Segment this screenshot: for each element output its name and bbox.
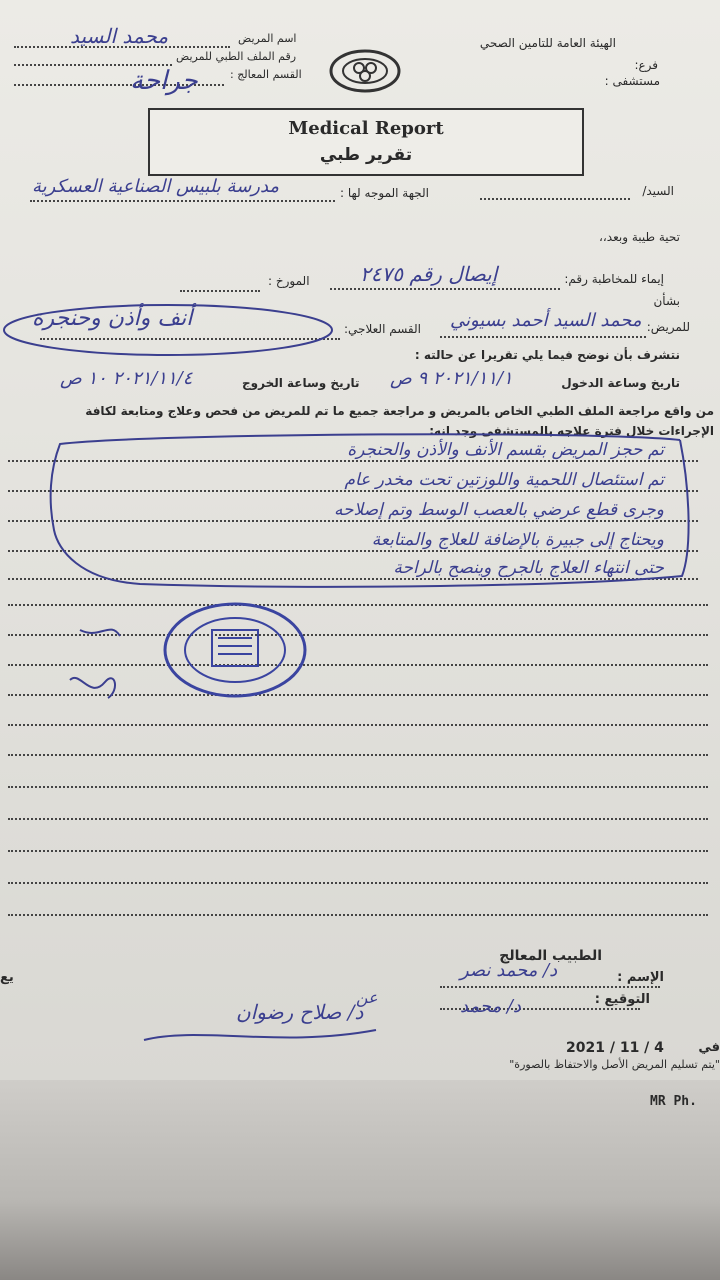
blank-line bbox=[8, 850, 708, 852]
treatment-dept-handwritten: أنف وأذن وحنجرة bbox=[32, 306, 193, 331]
department-label: القسم المعالج : bbox=[230, 68, 302, 81]
patient-label: للمريض: bbox=[646, 320, 690, 334]
discharge-label: تاريخ وساعة الخروج bbox=[242, 376, 360, 390]
signature-handwritten: د/ محمد bbox=[460, 996, 521, 1017]
manager-signature-underline bbox=[140, 1020, 380, 1050]
hospital-label: مستشفى : bbox=[604, 74, 660, 88]
patient-line bbox=[440, 336, 646, 338]
signature-label: التوقيع : bbox=[594, 992, 650, 1007]
ref-label: إيماء للمخاطبة رقم: bbox=[564, 272, 664, 286]
name-handwritten: د/ محمد نصر bbox=[460, 960, 558, 981]
finding-text: تم استئصال اللحمية واللوزتين تحت مخدر عام bbox=[344, 470, 664, 490]
name-line bbox=[440, 986, 660, 988]
dept-circle-scribble bbox=[0, 300, 340, 360]
subject-label: بشأن bbox=[653, 294, 680, 308]
report-title-box bbox=[148, 108, 584, 176]
patient-name-handwritten: محمد السيد bbox=[70, 24, 169, 48]
health-insurance-logo bbox=[328, 48, 402, 94]
date-value: 2021 / 11 / 4 bbox=[566, 1040, 664, 1056]
review-line-2: الإجراءات خلال فترة علاجه بالمستشفى وجد انه: bbox=[429, 424, 714, 438]
treatment-dept-label: القسم العلاجي: bbox=[344, 322, 421, 336]
recipient-handwritten: مدرسة بلبيس الصناعية العسكرية bbox=[32, 176, 280, 197]
admission-handwritten: ٢٠٢١/١١/١ ٩ ص bbox=[390, 368, 513, 389]
date-prefix: في bbox=[698, 1040, 720, 1055]
department-handwritten: جراحة bbox=[130, 66, 198, 96]
recipient-line bbox=[30, 200, 335, 202]
statement-intro: نتشرف بأن نوضح فيما يلي تقريرا عن حالته : bbox=[414, 348, 680, 362]
name-label: الإسم : bbox=[617, 970, 664, 985]
blank-line bbox=[8, 818, 708, 820]
findings-bracket-scribble bbox=[20, 430, 700, 590]
hospital-stamp bbox=[160, 600, 310, 700]
discharge-handwritten: ٢٠٢١/١١/٤ ١٠ ص bbox=[60, 368, 193, 389]
greeting: تحية طيبة وبعد،، bbox=[599, 230, 680, 244]
patient-handwritten: محمد السيد أحمد بسيوني bbox=[450, 310, 642, 331]
admission-label: تاريخ وساعة الدخول bbox=[561, 376, 680, 390]
margin-signature-scribble bbox=[60, 610, 160, 710]
blank-line bbox=[8, 754, 708, 756]
manager-signature: د/ صلاح رضوان bbox=[236, 1000, 364, 1024]
finding-text: ويحتاج إلى جبيرة بالإضافة للعلاج والمتابعة bbox=[371, 530, 664, 550]
sir-label: السيد/ bbox=[642, 184, 674, 198]
doctor-label: الطبيب المعالج bbox=[499, 948, 602, 964]
ref-line bbox=[330, 288, 560, 290]
footer-note: "يتم تسليم المريض الأصل والاحتفاظ بالصورة" bbox=[509, 1058, 720, 1071]
finding-text: تم حجز المريض بقسم الأنف والأذن والحنجرة bbox=[347, 440, 664, 460]
org-name: الهيئة العامة للتامين الصحي bbox=[479, 36, 616, 50]
patient-name-label: اسم المريض bbox=[238, 32, 297, 45]
sir-line bbox=[480, 198, 630, 200]
blank-line bbox=[8, 724, 708, 726]
recipient-label: الجهة الموجه لها : bbox=[340, 186, 430, 200]
left-fragment: يع bbox=[0, 970, 14, 985]
finding-text: وجرى قطع عرضي بالعصب الوسط وتم إصلاحه bbox=[333, 500, 664, 520]
manager-prefix: عن bbox=[356, 988, 378, 1007]
title-english: Medical Report bbox=[288, 118, 444, 139]
review-line-1: من واقع مراجعة الملف الطبي الخاص بالمريض و مراجعة جميع ما تم للمريض من فحص وعلاج ومتابعة لكافة bbox=[85, 404, 714, 418]
blank-line bbox=[8, 882, 708, 884]
form-code: MR Ph. bbox=[650, 1094, 697, 1109]
dated-label: المورخ : bbox=[268, 274, 310, 288]
finding-text: حتى انتهاء العلاج بالجرح وينصح بالراحة bbox=[393, 558, 664, 578]
blank-line bbox=[8, 604, 708, 606]
branch-label: فرع: bbox=[634, 58, 658, 72]
title-arabic: تقرير طبي bbox=[319, 145, 413, 165]
dated-line bbox=[180, 290, 260, 292]
page-shadow bbox=[0, 1080, 720, 1280]
blank-line bbox=[8, 786, 708, 788]
ref-handwritten: إيصال رقم ٢٤٧٥ bbox=[360, 262, 498, 286]
blank-line bbox=[8, 914, 708, 916]
file-no-label: رقم الملف الطبي للمريض bbox=[176, 50, 297, 63]
